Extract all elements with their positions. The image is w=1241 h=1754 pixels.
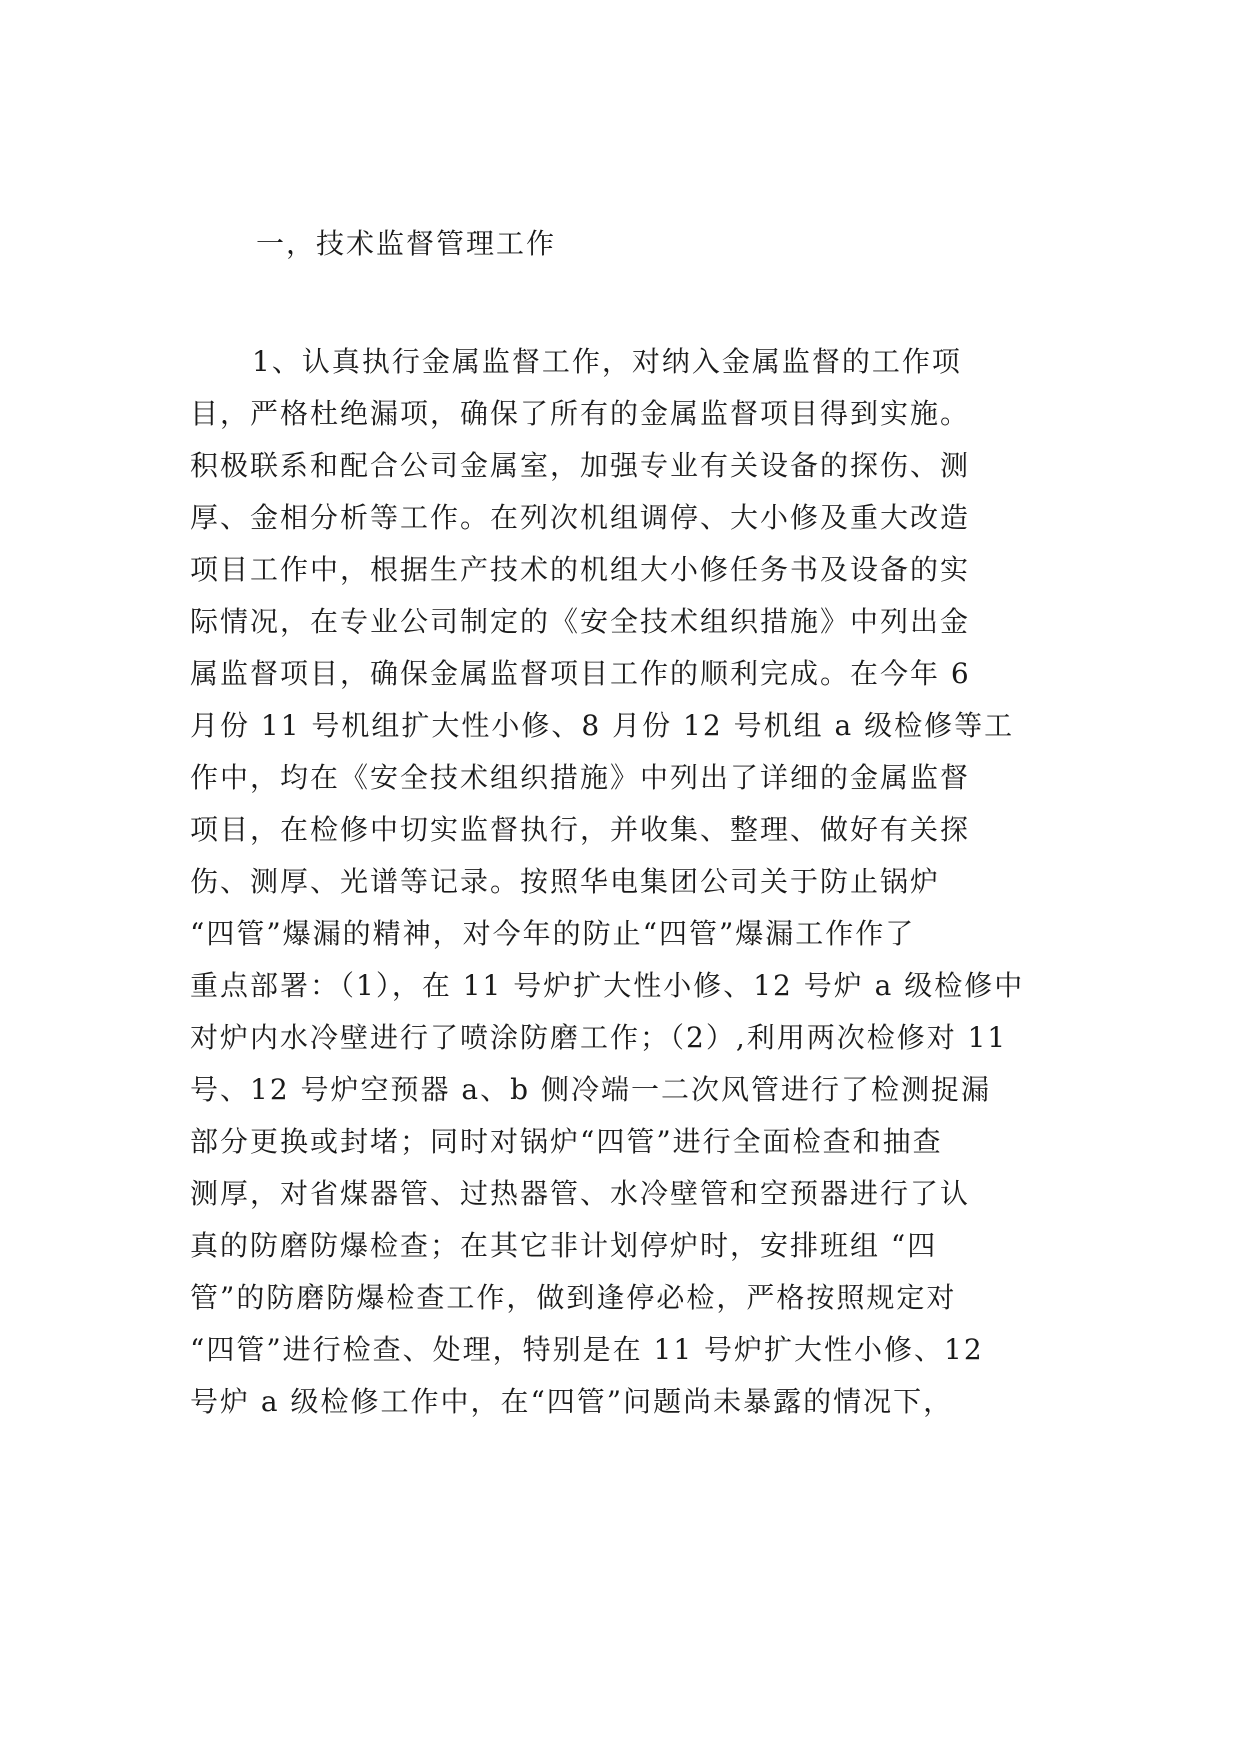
paragraph-line: 属监督项目，确保金属监督项目工作的顺利完成。在今年 6 <box>190 657 971 690</box>
paragraph-line: “四管”爆漏的精神，对今年的防止“四管”爆漏工作作了 <box>190 917 916 950</box>
paragraph-line: 项目，在检修中切实监督执行，并收集、整理、做好有关探 <box>190 813 971 846</box>
paragraph-line: 厚、金相分析等工作。在列次机组调停、大小修及重大改造 <box>190 501 971 534</box>
paragraph-line: 管”的防磨防爆检查工作，做到逢停必检，严格按照规定对 <box>190 1281 957 1314</box>
paragraph-line: 部分更换或封堵；同时对锅炉“四管”进行全面检查和抽查 <box>190 1125 943 1158</box>
paragraph-line: 1、认真执行金属监督工作，对纳入金属监督的工作项 <box>252 345 962 378</box>
paragraph <box>190 336 1070 1428</box>
paragraph-line: 作中，均在《安全技术组织措施》中列出了详细的金属监督 <box>190 761 971 794</box>
paragraph-line: 伤、测厚、光谱等记录。按照华电集团公司关于防止锅炉 <box>190 865 941 898</box>
paragraph-line: 测厚，对省煤器管、过热器管、水冷壁管和空预器进行了认 <box>190 1177 971 1210</box>
paragraph-line: 积极联系和配合公司金属室，加强专业有关设备的探伤、测 <box>190 449 971 482</box>
paragraph-line: 号、12 号炉空预器 a、b 侧冷端一二次风管进行了检测捉漏 <box>190 1073 991 1106</box>
paragraph-line: 际情况，在专业公司制定的《安全技术组织措施》中列出金 <box>190 605 971 638</box>
paragraph-line: 重点部署：（1），在 11 号炉扩大性小修、12 号炉 a 级检修中 <box>190 969 1025 1002</box>
paragraph-line: 对炉内水冷壁进行了喷涂防磨工作；（2）,利用两次检修对 11 <box>190 1021 1008 1054</box>
paragraph-line: 目，严格杜绝漏项，确保了所有的金属监督项目得到实施。 <box>190 397 971 430</box>
paragraph-line: 月份 11 号机组扩大性小修、8 月份 12 号机组 a 级检修等工 <box>190 709 1015 742</box>
paragraph-line: 号炉 a 级检修工作中，在“四管”问题尚未暴露的情况下， <box>190 1385 954 1418</box>
paragraph-line: 真的防磨防爆检查；在其它非计划停炉时，安排班组 “四 <box>190 1229 938 1262</box>
section-heading: 一，技术监督管理工作 <box>256 227 557 260</box>
paragraph-line: “四管”进行检查、处理，特别是在 11 号炉扩大性小修、12 <box>190 1333 984 1366</box>
paragraph-line: 项目工作中，根据生产技术的机组大小修任务书及设备的实 <box>190 553 971 586</box>
